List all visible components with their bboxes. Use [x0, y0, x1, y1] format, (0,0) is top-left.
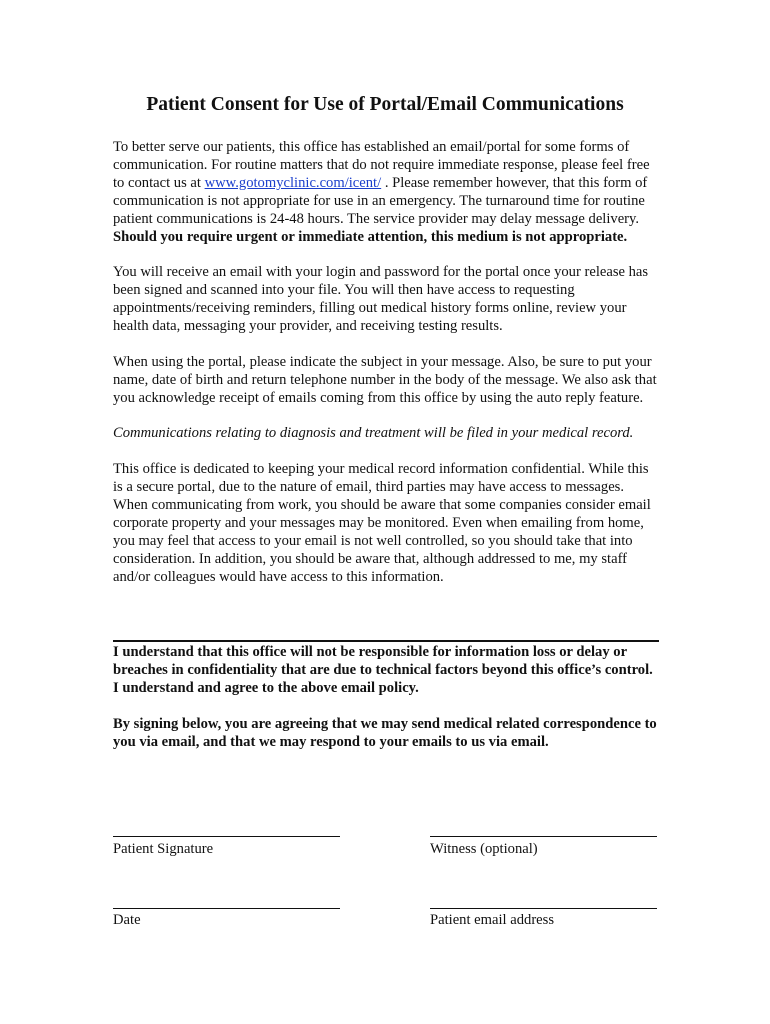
- agreement-statement: I understand and agree to the above email policy.: [113, 679, 419, 696]
- section-divider: [113, 640, 659, 642]
- patient-email-line[interactable]: [430, 908, 657, 909]
- document-body: [113, 139, 661, 604]
- portal-usage-paragraph: When using the portal, please indicate the subject in your message. Also, be sure to put your name, date of birth and return telephone number in the body of the message. We also ask that you acknowledge receipt of emails coming from this office by using the auto reply feature.: [113, 353, 657, 406]
- portal-link[interactable]: www.gotomyclinic.com/icent/: [204, 174, 382, 191]
- medical-record-note: Communications relating to diagnosis and treatment will be filed in your medical record.: [113, 425, 634, 442]
- consent-statement: By signing below, you are agreeing that we may send medical related correspondence to you via email, and that we may respond to your emails to us via email.: [113, 715, 657, 750]
- intro-text-continued: . Please remember however, that this form of communication is not appropriate for use in an emergency. The turnaround time for routine patient communications is 24-48 hours. The service provider may delay message delivery.: [113, 174, 648, 227]
- date-label: Date: [113, 912, 141, 928]
- patient-signature-line[interactable]: [113, 836, 340, 837]
- intro-paragraph: [113, 139, 661, 246]
- date-line[interactable]: [113, 908, 340, 909]
- witness-signature-line[interactable]: [430, 836, 657, 837]
- patient-email-label: Patient email address: [430, 912, 555, 928]
- witness-label: Witness (optional): [430, 841, 538, 857]
- confidentiality-paragraph: This office is dedicated to keeping your medical record information confidential. While this is a secure portal, due to the nature of email, third parties may have access to messages. When communicating from work, you should be aware that some companies consider email corporate property and your messages may be monitored. Even when emailing from home, you may feel that access to your email is not well controlled, so you should take that into consideration. In addition, you should be aware that, although addressed to me, my staff and/or colleagues would have access to this information.: [113, 461, 651, 585]
- liability-statement: I understand that this office will not be responsible for information loss or delay or breaches in confidentiality that are due to technical factors beyond this office’s control.: [113, 644, 653, 678]
- document-title: Patient Consent for Use of Portal/Email Communications: [146, 94, 624, 115]
- acknowledgement-section: [113, 644, 661, 751]
- login-paragraph: You will receive an email with your login and password for the portal once your release has been signed and scanned into your file. You will then have access to requesting appointments/receiving reminders, filling out medical history forms online, review your health data, messaging your provider, and receiving testing results.: [113, 264, 649, 335]
- urgent-warning: Should you require urgent or immediate attention, this medium is not appropriate.: [113, 228, 628, 245]
- patient-signature-label: Patient Signature: [113, 841, 214, 857]
- intro-text: To better serve our patients, this office has established an email/portal for some forms of communication. For routine matters that do not require immediate response, please feel free to contact us at: [113, 139, 650, 191]
